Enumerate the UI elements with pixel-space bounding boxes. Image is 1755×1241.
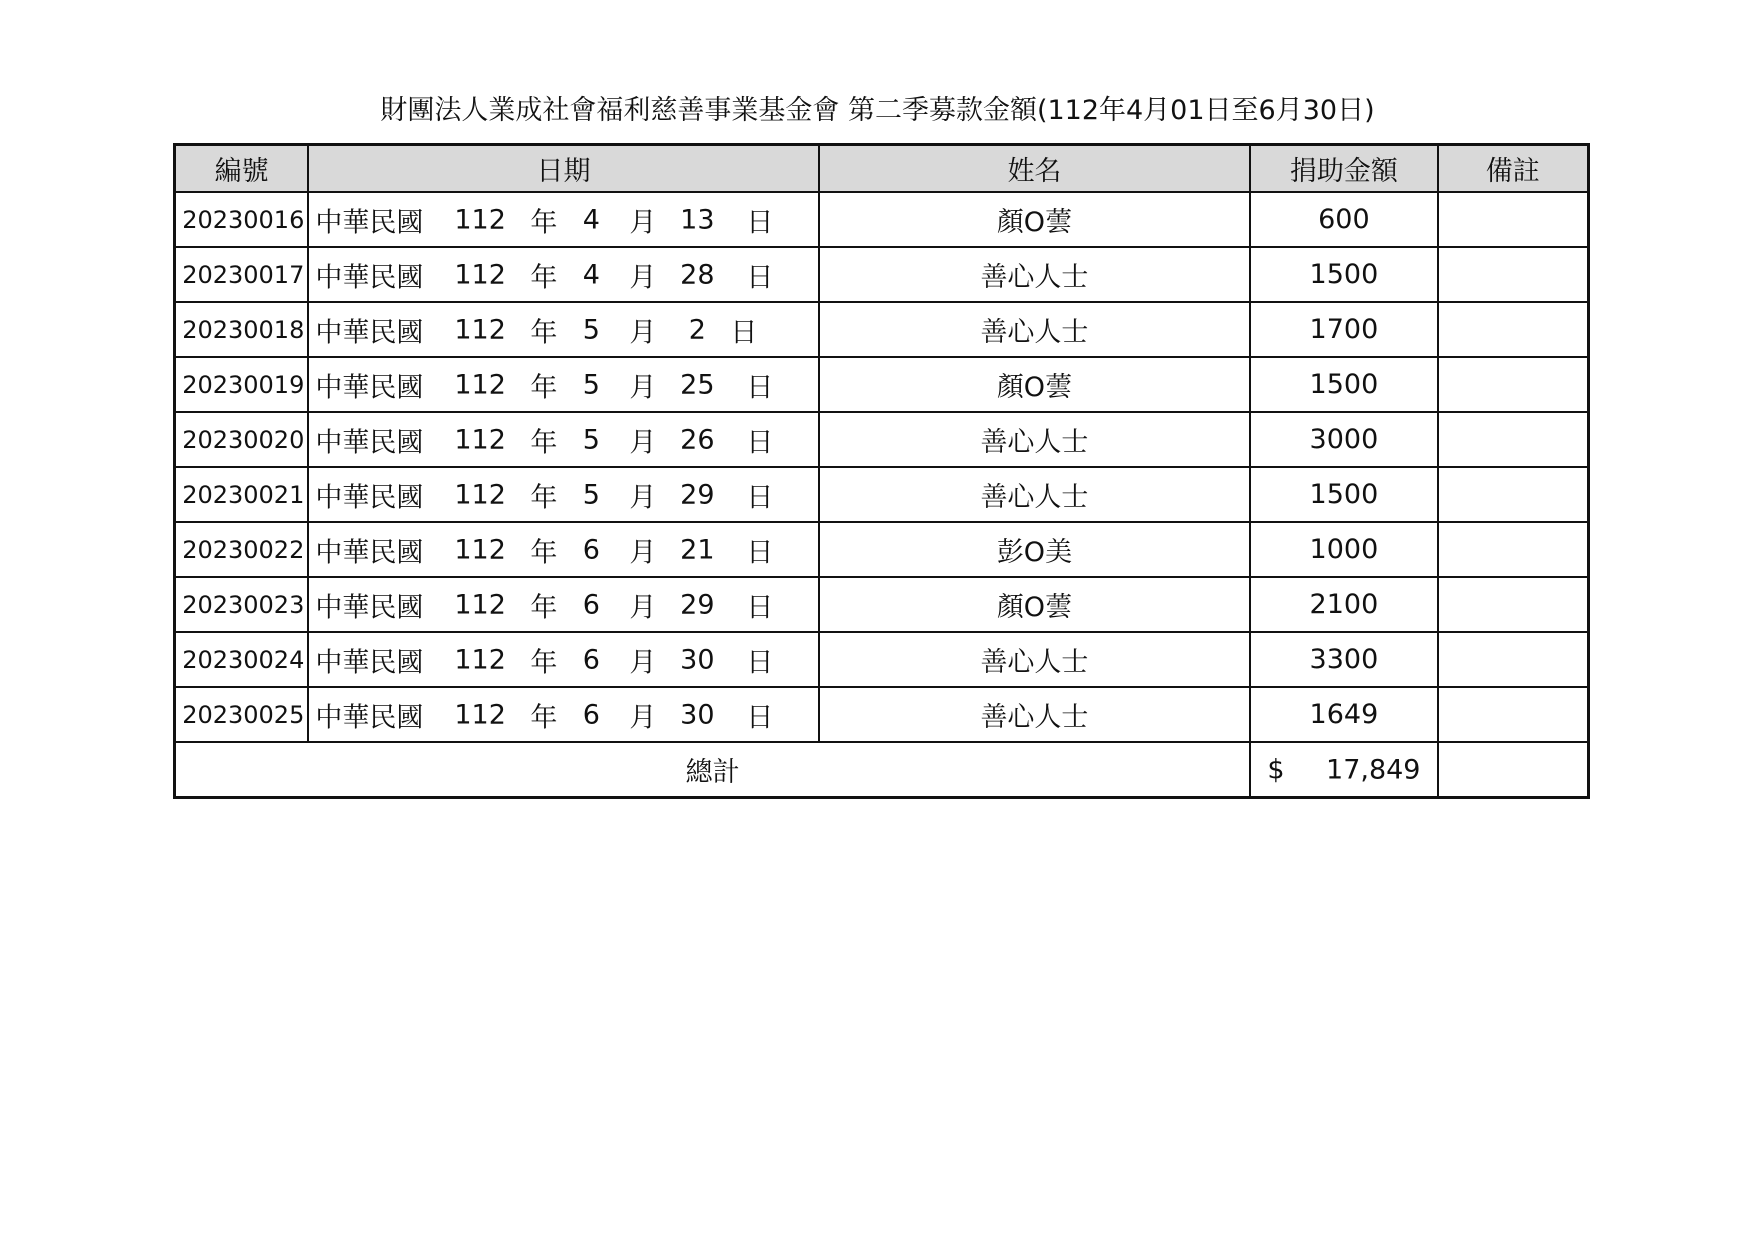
row-note — [1438, 302, 1589, 357]
date-month-unit: 月 — [629, 592, 657, 623]
row-date — [308, 247, 818, 302]
date-month: 4 — [582, 204, 600, 235]
row-date — [308, 687, 818, 742]
date-day-unit: 日 — [746, 427, 774, 458]
date-day: 30 — [680, 699, 715, 730]
column-header-no: 編號 — [175, 145, 309, 193]
row-date — [308, 467, 818, 522]
date-month: 5 — [582, 369, 600, 400]
row-amount: 1000 — [1250, 522, 1437, 577]
table-row — [175, 467, 1589, 522]
total-currency: $ — [1267, 754, 1285, 785]
date-month-unit: 月 — [629, 647, 657, 678]
table-row — [175, 192, 1589, 247]
date-era: 中華民國 — [315, 207, 424, 238]
column-header-name: 姓名 — [819, 145, 1251, 193]
date-year: 112 — [454, 314, 506, 345]
date-year-unit: 年 — [530, 427, 558, 458]
row-amount: 600 — [1250, 192, 1437, 247]
date-day: 28 — [680, 259, 715, 290]
row-note — [1438, 357, 1589, 412]
row-number: 20230021 — [175, 467, 309, 522]
column-header-note: 備註 — [1438, 145, 1589, 193]
date-year: 112 — [454, 699, 506, 730]
table-row — [175, 412, 1589, 467]
table-row — [175, 632, 1589, 687]
date-month-unit: 月 — [629, 702, 657, 733]
table-row — [175, 247, 1589, 302]
date-year: 112 — [454, 424, 506, 455]
row-donor-name: 顏O蕓 — [819, 577, 1251, 632]
date-year-unit: 年 — [530, 592, 558, 623]
date-month: 5 — [582, 314, 600, 345]
row-number: 20230023 — [175, 577, 309, 632]
row-note — [1438, 577, 1589, 632]
date-year: 112 — [454, 589, 506, 620]
row-donor-name: 顏O蕓 — [819, 357, 1251, 412]
date-era: 中華民國 — [315, 537, 424, 568]
date-year: 112 — [454, 369, 506, 400]
total-row — [175, 742, 1589, 798]
date-year-unit: 年 — [530, 372, 558, 403]
date-day-unit: 日 — [746, 702, 774, 733]
date-era: 中華民國 — [315, 317, 424, 348]
row-amount: 1649 — [1250, 687, 1437, 742]
total-note-cell — [1438, 742, 1589, 798]
date-year: 112 — [454, 479, 506, 510]
row-amount: 1500 — [1250, 357, 1437, 412]
row-donor-name: 善心人士 — [819, 302, 1251, 357]
date-day: 29 — [680, 479, 715, 510]
row-date — [308, 632, 818, 687]
date-day-unit: 日 — [746, 592, 774, 623]
total-value: 17,849 — [1326, 754, 1421, 785]
row-donor-name: 善心人士 — [819, 247, 1251, 302]
date-year: 112 — [454, 259, 506, 290]
date-day-unit: 日 — [746, 262, 774, 293]
row-amount: 3000 — [1250, 412, 1437, 467]
date-year: 112 — [454, 204, 506, 235]
row-donor-name: 彭O美 — [819, 522, 1251, 577]
row-note — [1438, 687, 1589, 742]
row-amount: 1700 — [1250, 302, 1437, 357]
date-month: 5 — [582, 424, 600, 455]
date-year: 112 — [454, 534, 506, 565]
date-day-unit: 日 — [746, 482, 774, 513]
date-day: 21 — [680, 534, 715, 565]
row-amount: 3300 — [1250, 632, 1437, 687]
date-month: 6 — [582, 589, 600, 620]
total-amount-cell — [1250, 742, 1437, 798]
row-date — [308, 577, 818, 632]
table-row — [175, 522, 1589, 577]
date-year-unit: 年 — [530, 207, 558, 238]
row-note — [1438, 247, 1589, 302]
date-month-unit: 月 — [629, 537, 657, 568]
date-day-unit: 日 — [746, 537, 774, 568]
date-era: 中華民國 — [315, 647, 424, 678]
date-month-unit: 月 — [629, 427, 657, 458]
column-header-amount: 捐助金額 — [1250, 145, 1437, 193]
row-number: 20230024 — [175, 632, 309, 687]
date-day: 25 — [680, 369, 715, 400]
date-era: 中華民國 — [315, 372, 424, 403]
table-row — [175, 357, 1589, 412]
date-month-unit: 月 — [629, 372, 657, 403]
date-era: 中華民國 — [315, 702, 424, 733]
table-row — [175, 577, 1589, 632]
date-month-unit: 月 — [629, 317, 657, 348]
row-date — [308, 522, 818, 577]
row-donor-name: 善心人士 — [819, 467, 1251, 522]
row-amount: 1500 — [1250, 247, 1437, 302]
row-number: 20230020 — [175, 412, 309, 467]
row-number: 20230019 — [175, 357, 309, 412]
date-month: 4 — [582, 259, 600, 290]
row-date — [308, 412, 818, 467]
date-era: 中華民國 — [315, 482, 424, 513]
date-month-unit: 月 — [629, 207, 657, 238]
row-date — [308, 357, 818, 412]
row-date — [308, 302, 818, 357]
date-month: 6 — [582, 534, 600, 565]
row-note — [1438, 632, 1589, 687]
date-era: 中華民國 — [315, 427, 424, 458]
date-day-unit: 日 — [746, 372, 774, 403]
row-note — [1438, 412, 1589, 467]
row-date — [308, 192, 818, 247]
date-month: 6 — [582, 644, 600, 675]
date-month-unit: 月 — [629, 482, 657, 513]
table-row — [175, 687, 1589, 742]
row-number: 20230016 — [175, 192, 309, 247]
date-era: 中華民國 — [315, 592, 424, 623]
date-day: 29 — [680, 589, 715, 620]
date-year-unit: 年 — [530, 702, 558, 733]
row-donor-name: 善心人士 — [819, 687, 1251, 742]
row-number: 20230017 — [175, 247, 309, 302]
total-label: 總計 — [175, 742, 1251, 798]
date-day: 13 — [680, 204, 715, 235]
date-month: 6 — [582, 699, 600, 730]
table-row — [175, 302, 1589, 357]
row-note — [1438, 192, 1589, 247]
date-day-unit: 日 — [746, 647, 774, 678]
row-number: 20230022 — [175, 522, 309, 577]
row-note — [1438, 522, 1589, 577]
row-amount: 2100 — [1250, 577, 1437, 632]
row-donor-name: 顏O蕓 — [819, 192, 1251, 247]
row-note — [1438, 467, 1589, 522]
date-year-unit: 年 — [530, 647, 558, 678]
row-donor-name: 善心人士 — [819, 412, 1251, 467]
document-title: 財團法人業成社會福利慈善事業基金會 第二季募款金額(112年4月01日至6月30日) — [380, 95, 1375, 126]
date-month-unit: 月 — [629, 262, 657, 293]
table-header-row — [175, 145, 1589, 193]
date-year: 112 — [454, 644, 506, 675]
column-header-date: 日期 — [308, 145, 818, 193]
date-month: 5 — [582, 479, 600, 510]
date-day-unit: 日 — [730, 317, 758, 348]
date-year-unit: 年 — [530, 317, 558, 348]
date-day: 30 — [680, 644, 715, 675]
date-day: 2 — [688, 314, 706, 345]
row-amount: 1500 — [1250, 467, 1437, 522]
date-year-unit: 年 — [530, 482, 558, 513]
donation-table — [173, 143, 1590, 799]
row-donor-name: 善心人士 — [819, 632, 1251, 687]
row-number: 20230018 — [175, 302, 309, 357]
row-number: 20230025 — [175, 687, 309, 742]
date-year-unit: 年 — [530, 537, 558, 568]
date-era: 中華民國 — [315, 262, 424, 293]
date-day: 26 — [680, 424, 715, 455]
date-year-unit: 年 — [530, 262, 558, 293]
date-day-unit: 日 — [746, 207, 774, 238]
